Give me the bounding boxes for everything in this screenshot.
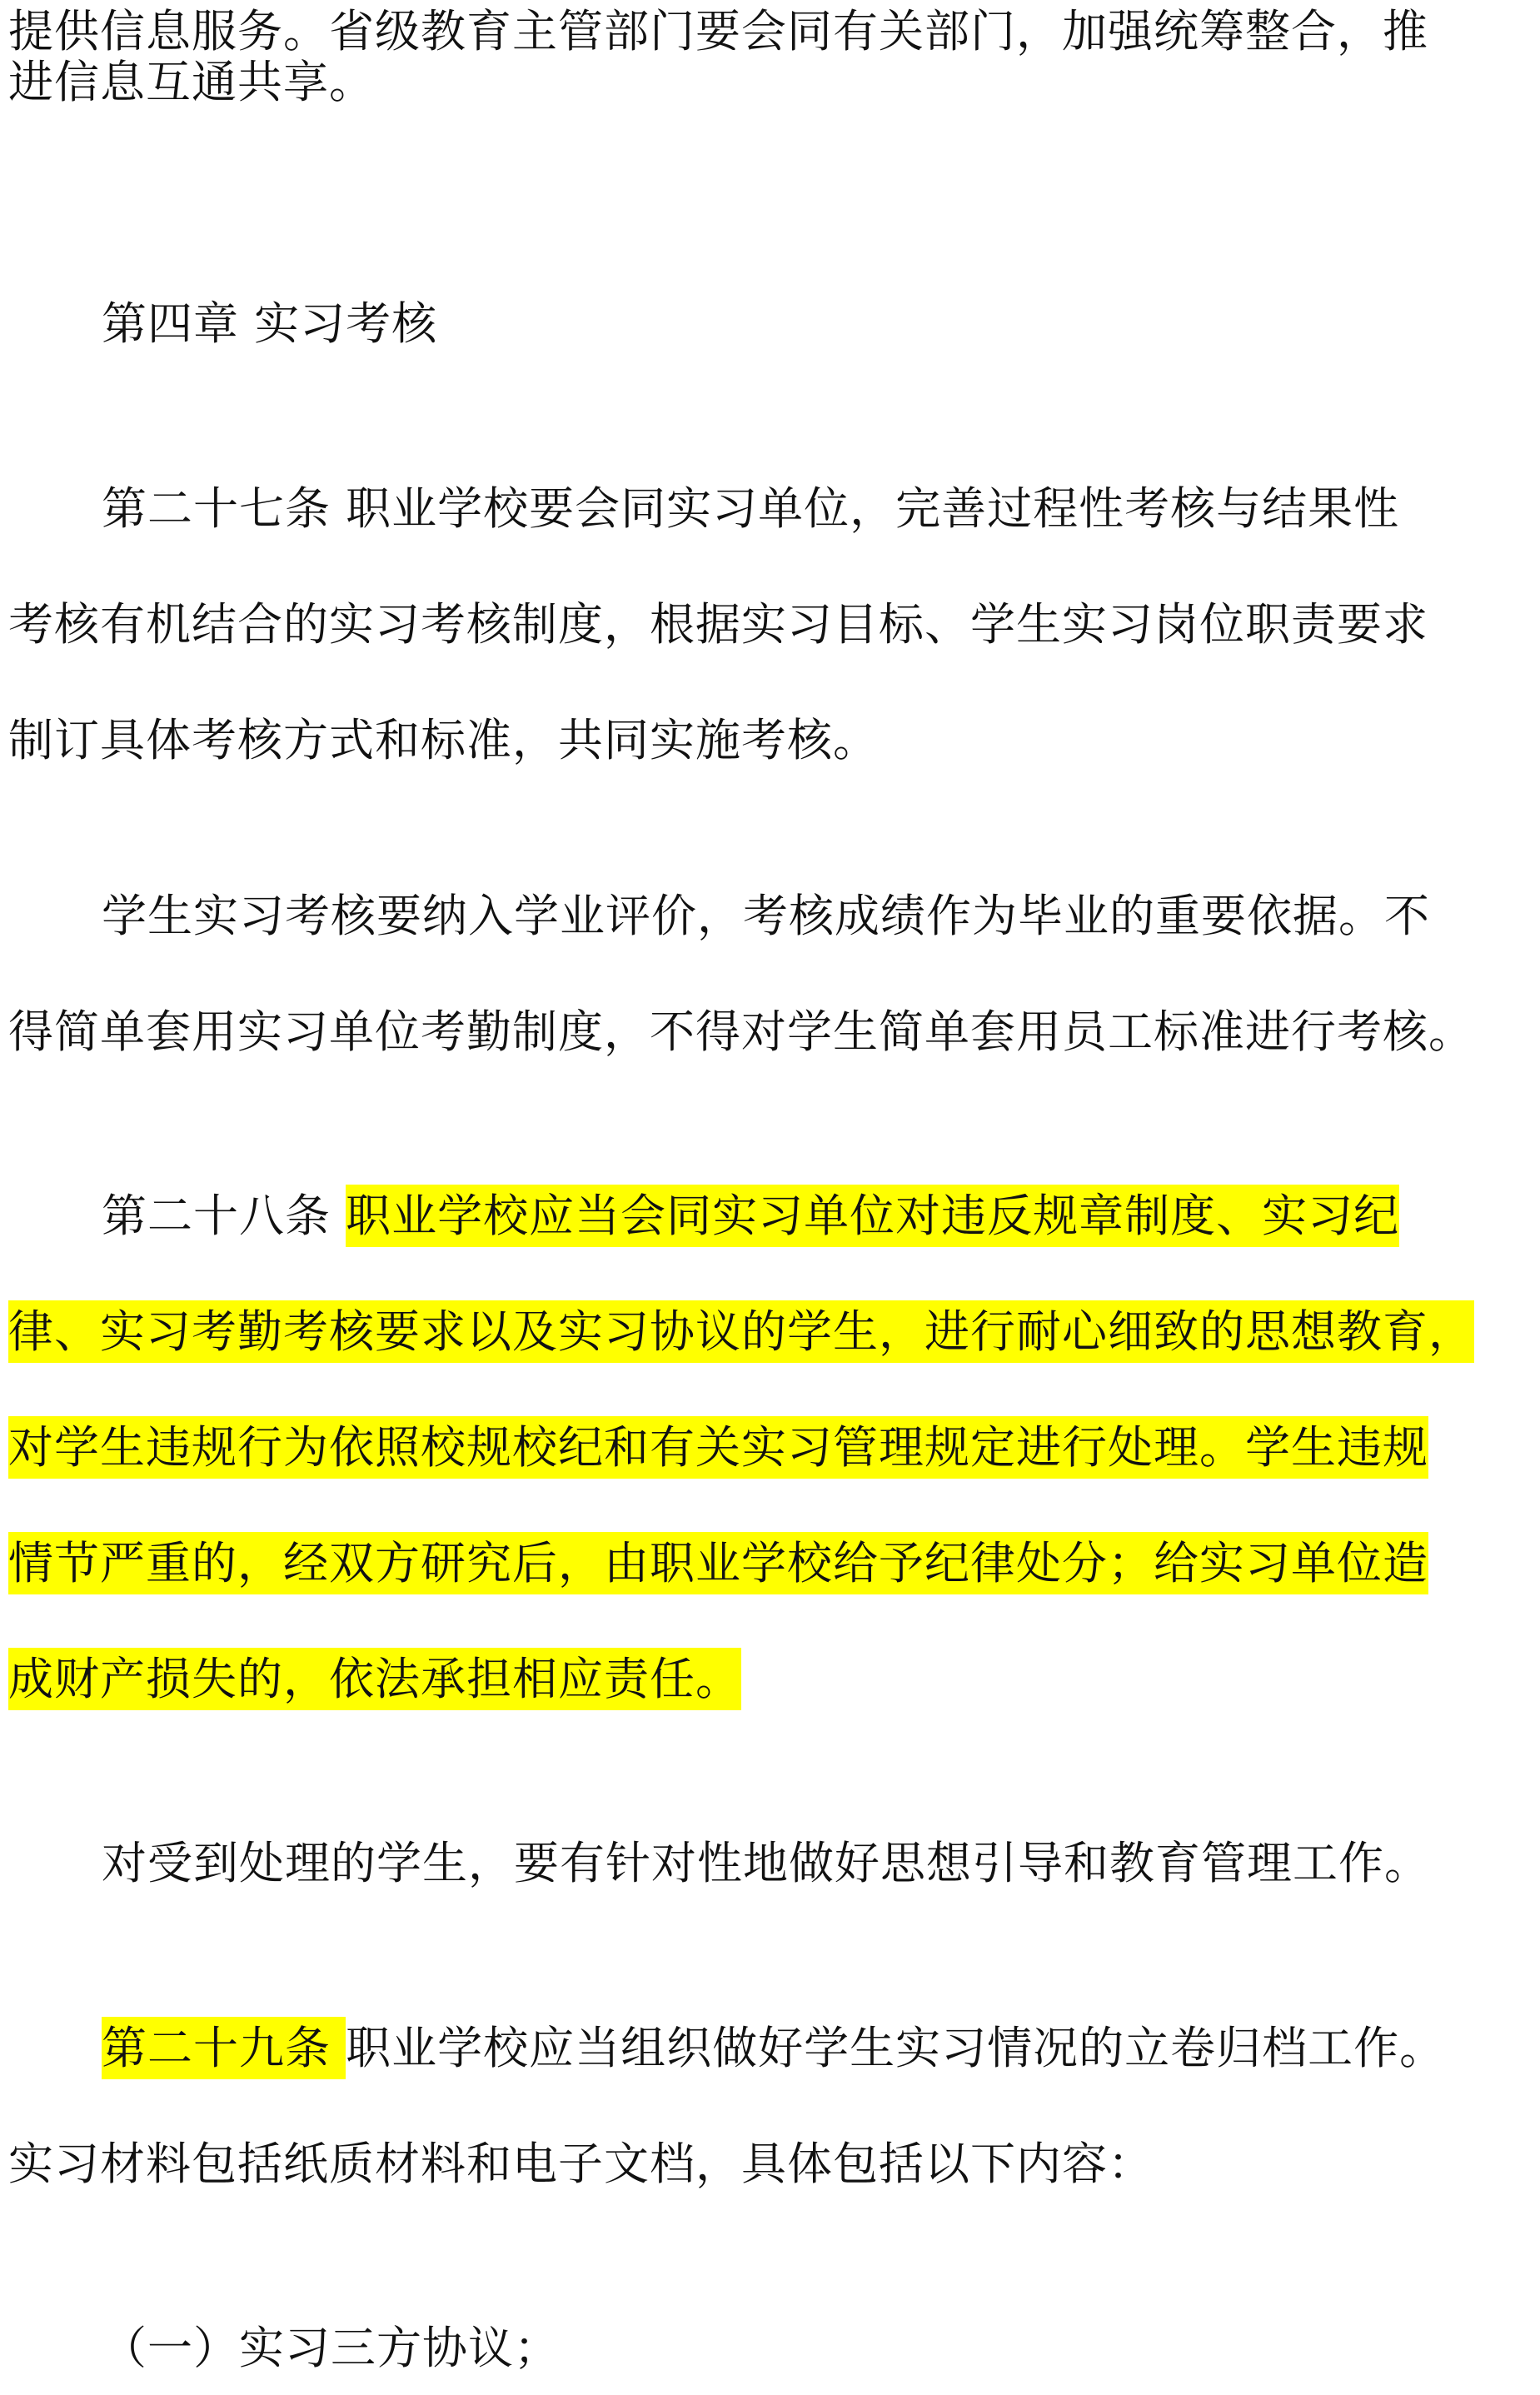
highlighted-text: 对学生违规行为依照校规校纪和有关实习管理规定进行处理。学生违规	[8, 1416, 1428, 1479]
paragraph-line: 进信息互通共享。	[8, 56, 375, 108]
article-29-text: 职业学校应当组织做好学生实习情况的立卷归档工作。	[346, 2022, 1446, 2074]
highlighted-text: 职业学校应当会同实习单位对违反规章制度、实习纪	[346, 1185, 1399, 1247]
article-29-line	[102, 2002, 1445, 2095]
paragraph-line: 对受到处理的学生，要有针对性地做好思想引导和教育管理工作。	[102, 1837, 1430, 1889]
paragraph-line: 得简单套用实习单位考勤制度，不得对学生简单套用员工标准进行考核。	[8, 1005, 1474, 1058]
article-28-line	[102, 1170, 1399, 1263]
article-28-number: 第二十八条	[102, 1190, 346, 1242]
highlighted-text: 情节严重的，经双方研究后，由职业学校给予纪律处分；给实习单位造	[8, 1532, 1428, 1594]
highlighted-text: 律、实习考勤考核要求以及实习协议的学生，进行耐心细致的思想教育，	[8, 1300, 1474, 1363]
paragraph-line: 实习材料包括纸质材料和电子文档，具体包括以下内容：	[8, 2138, 1154, 2190]
chapter-heading: 第四章 实习考核	[102, 297, 438, 350]
paragraph-line: 学生实习考核要纳入学业评价，考核成绩作为毕业的重要依据。不	[102, 890, 1430, 942]
article-27-line: 第二十七条 职业学校要会同实习单位，完善过程性考核与结果性	[102, 482, 1400, 535]
list-item: （一）实习三方协议；	[102, 2322, 560, 2374]
paragraph-line: 考核有机结合的实习考核制度，根据实习目标、学生实习岗位职责要求	[8, 598, 1428, 651]
highlighted-line	[8, 1633, 741, 1726]
paragraph-line: 提供信息服务。省级教育主管部门要会同有关部门，加强统筹整合，推	[8, 5, 1428, 57]
highlighted-text: 成财产损失的，依法承担相应责任。	[8, 1648, 741, 1710]
article-29-number: 第二十九条	[102, 2017, 346, 2079]
paragraph-line: 制订具体考核方式和标准，共同实施考核。	[8, 714, 879, 766]
highlighted-line	[8, 1517, 1428, 1610]
highlighted-line	[8, 1401, 1428, 1494]
highlighted-line	[8, 1285, 1474, 1379]
